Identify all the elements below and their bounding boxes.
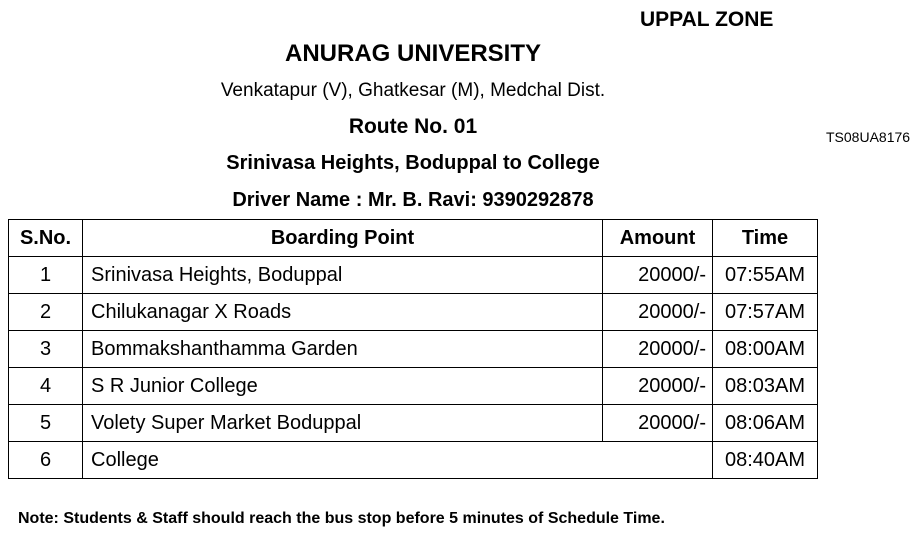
- table-row: [9, 257, 818, 294]
- route-from-to: Srinivasa Heights, Boduppal to College: [226, 152, 600, 174]
- cell-boarding-point: Srinivasa Heights, Boduppal: [83, 257, 603, 294]
- cell-amount: 20000/-: [603, 368, 713, 405]
- schedule-note: Note: Students & Staff should reach the bus stop before 5 minutes of Schedule Time.: [18, 510, 665, 527]
- cell-sno: 5: [9, 405, 83, 442]
- cell-boarding-point: S R Junior College: [83, 368, 603, 405]
- cell-sno: 3: [9, 331, 83, 368]
- cell-sno: 4: [9, 368, 83, 405]
- column-header-boarding-point: Boarding Point: [83, 220, 603, 257]
- cell-amount: 20000/-: [603, 405, 713, 442]
- cell-amount: 20000/-: [603, 294, 713, 331]
- route-number: Route No. 01: [348, 115, 478, 138]
- cell-sno: 2: [9, 294, 83, 331]
- cell-boarding-point: Bommakshanthamma Garden: [83, 331, 603, 368]
- table-header-row: [9, 220, 818, 257]
- cell-time: 07:57AM: [713, 294, 818, 331]
- table-row: [9, 368, 818, 405]
- column-header-sno: S.No.: [9, 220, 83, 257]
- cell-time: 08:40AM: [713, 442, 818, 479]
- zone-label: UPPAL ZONE: [640, 8, 774, 31]
- cell-boarding-point: Volety Super Market Boduppal: [83, 405, 603, 442]
- university-address: Venkatapur (V), Ghatkesar (M), Medchal Dist.: [220, 80, 606, 101]
- column-header-time: Time: [713, 220, 818, 257]
- cell-time: 07:55AM: [713, 257, 818, 294]
- driver-info: Driver Name : Mr. B. Ravi: 9390292878: [232, 189, 594, 211]
- boarding-points-table: [8, 219, 818, 479]
- cell-time: 08:00AM: [713, 331, 818, 368]
- cell-time: 08:06AM: [713, 405, 818, 442]
- cell-boarding-point: College: [83, 442, 713, 479]
- cell-sno: 1: [9, 257, 83, 294]
- vehicle-number: TS08UA8176: [826, 129, 911, 145]
- table-row: [9, 442, 818, 479]
- table-row: [9, 331, 818, 368]
- cell-boarding-point: Chilukanagar X Roads: [83, 294, 603, 331]
- cell-amount: 20000/-: [603, 257, 713, 294]
- table-row: [9, 405, 818, 442]
- column-header-amount: Amount: [603, 220, 713, 257]
- cell-sno: 6: [9, 442, 83, 479]
- cell-time: 08:03AM: [713, 368, 818, 405]
- university-title: ANURAG UNIVERSITY: [284, 40, 542, 67]
- cell-amount: 20000/-: [603, 331, 713, 368]
- table-row: [9, 294, 818, 331]
